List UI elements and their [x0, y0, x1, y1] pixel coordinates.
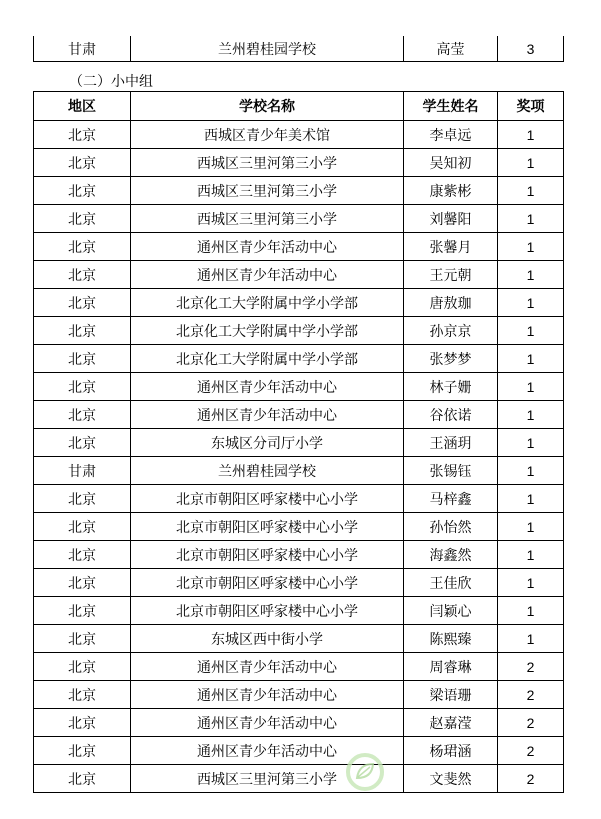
- award-cell: 1: [498, 205, 564, 233]
- student-cell: 海鑫然: [404, 541, 498, 569]
- header-school: 学校名称: [131, 92, 404, 121]
- table-row: [34, 36, 564, 62]
- student-cell: 陈熙臻: [404, 625, 498, 653]
- school-cell: 北京市朝阳区呼家楼中心小学: [131, 485, 404, 513]
- student-cell: 梁语珊: [404, 681, 498, 709]
- table-row: [34, 541, 564, 569]
- region-cell: 甘肃: [34, 36, 131, 62]
- award-cell: 1: [498, 317, 564, 345]
- school-cell: 西城区三里河第三小学: [131, 177, 404, 205]
- region-cell: 北京: [34, 121, 131, 149]
- award-cell: 2: [498, 681, 564, 709]
- award-cell: 1: [498, 541, 564, 569]
- school-cell: 北京市朝阳区呼家楼中心小学: [131, 541, 404, 569]
- school-cell: 东城区西中街小学: [131, 625, 404, 653]
- award-cell: 1: [498, 233, 564, 261]
- table-row: [34, 261, 564, 289]
- table-row: [34, 177, 564, 205]
- student-cell: 文斐然: [404, 765, 498, 793]
- student-cell: 张锡钰: [404, 457, 498, 485]
- award-cell: 1: [498, 429, 564, 457]
- region-cell: 北京: [34, 709, 131, 737]
- header-region: 地区: [34, 92, 131, 121]
- table-row: [34, 345, 564, 373]
- school-cell: 北京市朝阳区呼家楼中心小学: [131, 597, 404, 625]
- award-cell: 1: [498, 569, 564, 597]
- school-cell: 兰州碧桂园学校: [131, 36, 404, 62]
- region-cell: 北京: [34, 289, 131, 317]
- student-cell: 李卓远: [404, 121, 498, 149]
- student-cell: 杨珺涵: [404, 737, 498, 765]
- school-cell: 东城区分司厅小学: [131, 429, 404, 457]
- region-cell: 北京: [34, 485, 131, 513]
- awards-table: [33, 91, 564, 793]
- award-cell: 3: [498, 36, 564, 62]
- student-cell: 张梦梦: [404, 345, 498, 373]
- region-cell: 北京: [34, 625, 131, 653]
- region-cell: 北京: [34, 149, 131, 177]
- student-cell: 张馨月: [404, 233, 498, 261]
- school-cell: 通州区青少年活动中心: [131, 681, 404, 709]
- header-award: 奖项: [498, 92, 564, 121]
- school-cell: 北京化工大学附属中学小学部: [131, 345, 404, 373]
- table-row: [34, 457, 564, 485]
- table-row: [34, 401, 564, 429]
- school-cell: 北京化工大学附属中学小学部: [131, 317, 404, 345]
- table-row: [34, 205, 564, 233]
- award-cell: 1: [498, 401, 564, 429]
- region-cell: 北京: [34, 233, 131, 261]
- award-cell: 1: [498, 177, 564, 205]
- region-cell: 北京: [34, 345, 131, 373]
- student-cell: 唐敖珈: [404, 289, 498, 317]
- award-cell: 1: [498, 345, 564, 373]
- region-cell: 北京: [34, 317, 131, 345]
- award-cell: 1: [498, 149, 564, 177]
- school-cell: 北京化工大学附属中学小学部: [131, 289, 404, 317]
- award-cell: 2: [498, 653, 564, 681]
- header-row: [34, 92, 564, 121]
- student-cell: 赵嘉滢: [404, 709, 498, 737]
- student-cell: 刘馨阳: [404, 205, 498, 233]
- school-cell: 通州区青少年活动中心: [131, 373, 404, 401]
- region-cell: 北京: [34, 681, 131, 709]
- student-cell: 康紫彬: [404, 177, 498, 205]
- region-cell: 北京: [34, 429, 131, 457]
- award-cell: 1: [498, 261, 564, 289]
- school-cell: 北京市朝阳区呼家楼中心小学: [131, 513, 404, 541]
- table-row: [34, 569, 564, 597]
- table-row: [34, 681, 564, 709]
- region-cell: 北京: [34, 401, 131, 429]
- school-cell: 西城区三里河第三小学: [131, 765, 404, 793]
- table-row: [34, 765, 564, 793]
- region-cell: 北京: [34, 373, 131, 401]
- region-cell: 北京: [34, 541, 131, 569]
- section-title: （二）小中组: [69, 74, 153, 90]
- region-cell: 北京: [34, 737, 131, 765]
- student-cell: 周睿琳: [404, 653, 498, 681]
- table-row: [34, 709, 564, 737]
- award-cell: 2: [498, 709, 564, 737]
- student-cell: 孙怡然: [404, 513, 498, 541]
- award-cell: 1: [498, 625, 564, 653]
- award-cell: 2: [498, 737, 564, 765]
- student-cell: 王涵玥: [404, 429, 498, 457]
- student-cell: 王佳欣: [404, 569, 498, 597]
- table-row: [34, 317, 564, 345]
- table-row: [34, 149, 564, 177]
- school-cell: 西城区三里河第三小学: [131, 149, 404, 177]
- student-cell: 高莹: [404, 36, 498, 62]
- region-cell: 北京: [34, 177, 131, 205]
- school-cell: 通州区青少年活动中心: [131, 233, 404, 261]
- table-row: [34, 625, 564, 653]
- region-cell: 北京: [34, 597, 131, 625]
- award-cell: 1: [498, 121, 564, 149]
- header-student: 学生姓名: [404, 92, 498, 121]
- table-row: [34, 653, 564, 681]
- award-cell: 1: [498, 373, 564, 401]
- table-body: [34, 121, 564, 793]
- student-cell: 闫颖心: [404, 597, 498, 625]
- leaf-watermark-icon: [345, 752, 385, 792]
- school-cell: 北京市朝阳区呼家楼中心小学: [131, 569, 404, 597]
- student-cell: 王元朝: [404, 261, 498, 289]
- table-row: [34, 429, 564, 457]
- table-row: [34, 597, 564, 625]
- region-cell: 北京: [34, 653, 131, 681]
- student-cell: 吴知初: [404, 149, 498, 177]
- school-cell: 通州区青少年活动中心: [131, 653, 404, 681]
- student-cell: 孙京京: [404, 317, 498, 345]
- region-cell: 北京: [34, 765, 131, 793]
- table-row: [34, 121, 564, 149]
- table-row: [34, 513, 564, 541]
- table-row: [34, 485, 564, 513]
- student-cell: 林子姗: [404, 373, 498, 401]
- school-cell: 通州区青少年活动中心: [131, 401, 404, 429]
- top-table-fragment: [33, 36, 564, 62]
- award-cell: 1: [498, 485, 564, 513]
- region-cell: 北京: [34, 569, 131, 597]
- school-cell: 通州区青少年活动中心: [131, 261, 404, 289]
- school-cell: 兰州碧桂园学校: [131, 457, 404, 485]
- student-cell: 马梓鑫: [404, 485, 498, 513]
- table-row: [34, 373, 564, 401]
- school-cell: 通州区青少年活动中心: [131, 737, 404, 765]
- region-cell: 北京: [34, 205, 131, 233]
- table-row: [34, 233, 564, 261]
- region-cell: 甘肃: [34, 457, 131, 485]
- student-cell: 谷依诺: [404, 401, 498, 429]
- award-cell: 2: [498, 765, 564, 793]
- award-cell: 1: [498, 597, 564, 625]
- table-row: [34, 737, 564, 765]
- award-cell: 1: [498, 513, 564, 541]
- school-cell: 西城区三里河第三小学: [131, 205, 404, 233]
- award-cell: 1: [498, 457, 564, 485]
- region-cell: 北京: [34, 261, 131, 289]
- region-cell: 北京: [34, 513, 131, 541]
- table-row: [34, 289, 564, 317]
- school-cell: 西城区青少年美术馆: [131, 121, 404, 149]
- award-cell: 1: [498, 289, 564, 317]
- school-cell: 通州区青少年活动中心: [131, 709, 404, 737]
